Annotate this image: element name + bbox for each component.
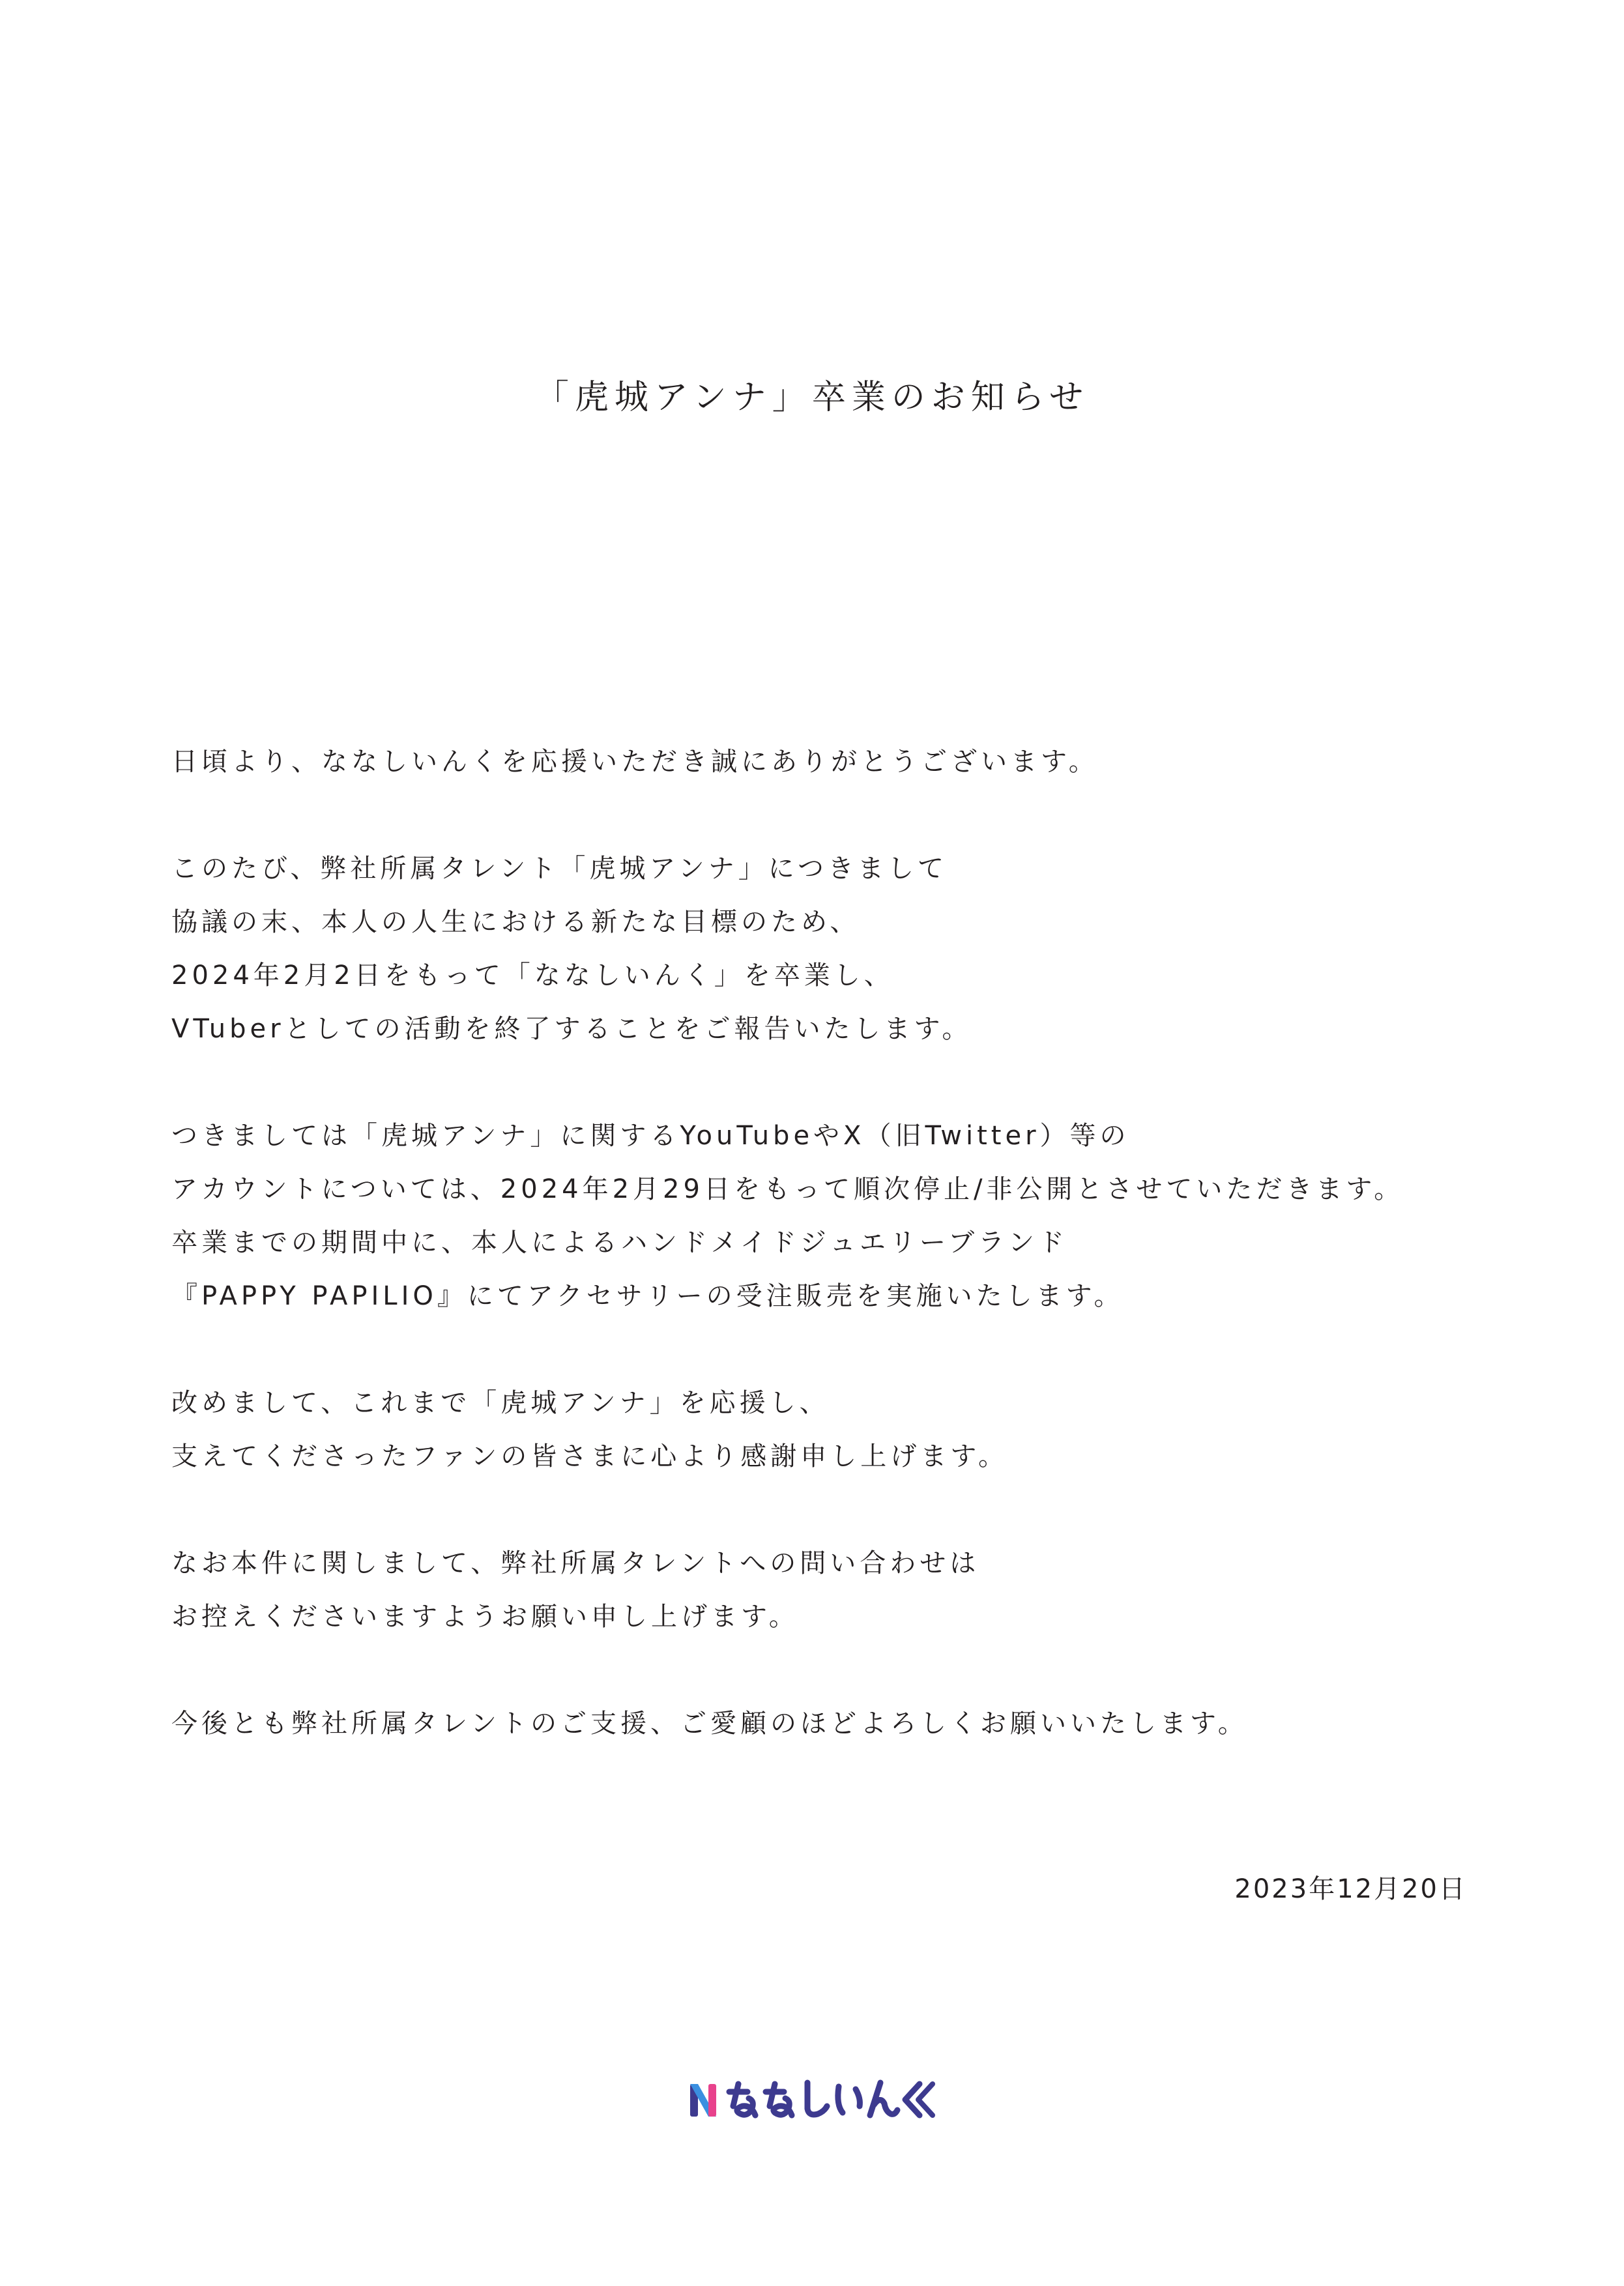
nanashi-inc-logo (688, 2072, 935, 2127)
paragraph-accounts (171, 1109, 1475, 1323)
text-line: 今後とも弊社所属タレントのご支援、ご愛顧のほどよろしくお願いいたします。 (171, 1709, 1248, 1739)
logo-mark-icon (690, 2084, 716, 2117)
text-line: このたび、弊社所属タレント「虎城アンナ」につきまして (171, 854, 948, 884)
text-line: VTuberとしての活動を終了することをご報告いたします。 (171, 1014, 972, 1044)
text-line: 『PAPPY PAPILIO』にてアクセサリーの受注販売を実施いたします。 (171, 1281, 1124, 1311)
text-line: 支えてくださったファンの皆さまに心より感謝申し上げます。 (171, 1441, 1008, 1471)
logo-graphic (688, 2072, 935, 2127)
text-line: 日頃より、ななしいんくを応援いただき誠にありがとうございます。 (171, 747, 1099, 777)
text-line: アカウントについては、2024年2月29日をもって順次停止/非公開とさせていただきます。 (171, 1174, 1404, 1204)
paragraph-graduation (171, 842, 1475, 1056)
text-line: つきましては「虎城アンナ」に関するYouTubeやX（旧Twitter）等の (171, 1121, 1130, 1151)
paragraph-inquiries (171, 1537, 1475, 1643)
text-line: 改めまして、これまで「虎城アンナ」を応援し、 (171, 1388, 830, 1418)
document-date: 2023年12月20日 (1234, 1874, 1467, 1904)
document-title: 「虎城アンナ」卒業のお知らせ (534, 378, 1090, 417)
logo-wordmark (729, 2083, 933, 2115)
paragraph-thanks (171, 1376, 1475, 1483)
paragraph-closing (171, 1697, 1475, 1750)
paragraph-greeting (171, 735, 1475, 789)
text-line: お控えくださいますようお願い申し上げます。 (171, 1602, 799, 1632)
text-line: 協議の末、本人の人生における新たな目標のため、 (171, 907, 860, 937)
text-line: 2024年2月2日をもって「ななしいんく」を卒業し、 (171, 961, 894, 991)
announcement-body (171, 735, 1475, 1804)
text-line: なお本件に関しまして、弊社所属タレントへの問い合わせは (171, 1548, 980, 1578)
text-line: 卒業までの期間中に、本人によるハンドメイドジュエリーブランド (171, 1228, 1068, 1258)
